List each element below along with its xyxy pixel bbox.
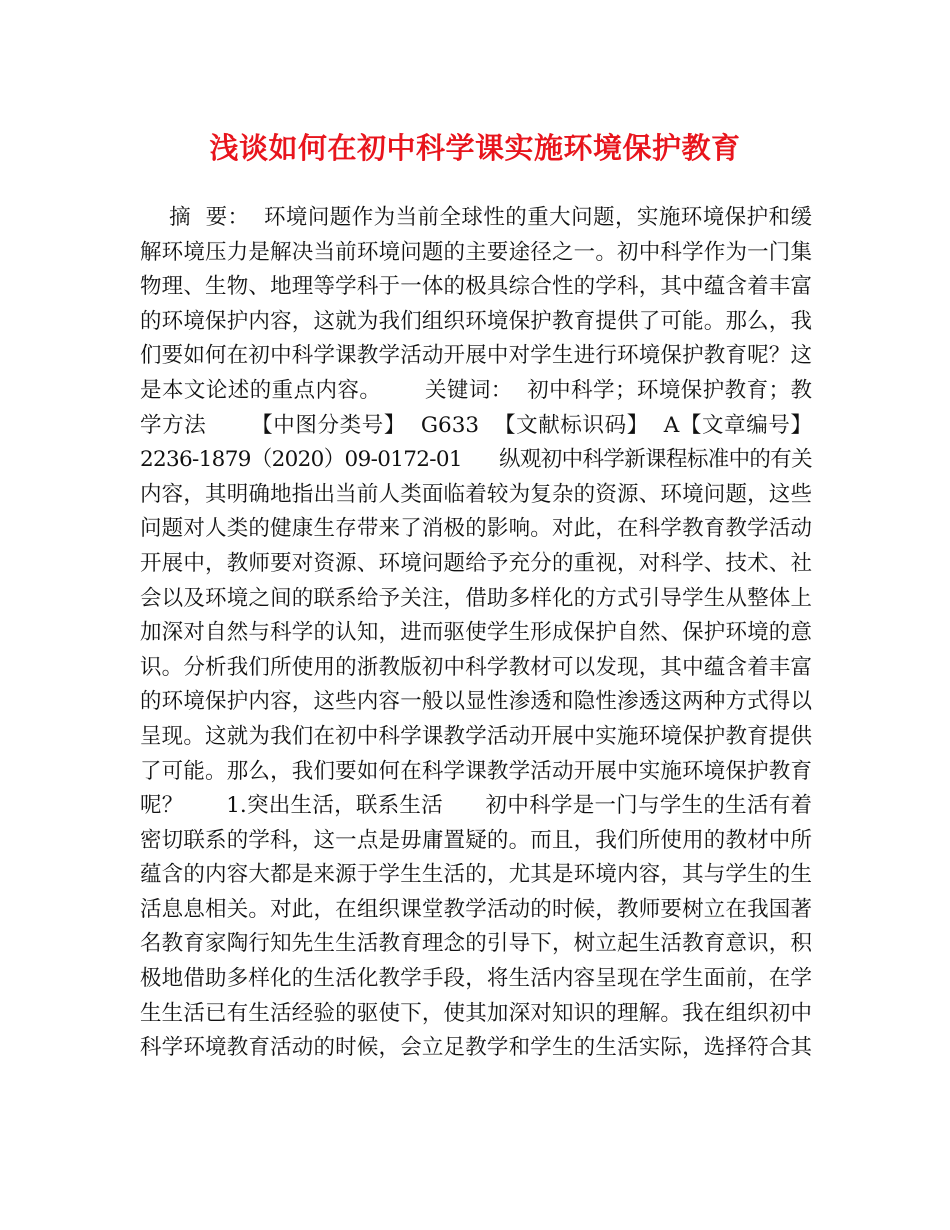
body-line: 开展中，教师要对资源、环境问题给予充分的重视，对科学、技术、社 <box>140 550 812 576</box>
body-line: 2236-1879（2020）09-0172-01 纵观初中科学新课程标准中的有关 <box>140 447 812 473</box>
body-line: 摘 要： 环境问题作为当前全球性的重大问题，实施环境保护和缓 <box>140 205 812 230</box>
body-line: 名教育家陶行知先生生活教育理念的引导下，树立起生活教育意识，积 <box>140 931 812 957</box>
body-line: 物理、生物、地理等学科于一体的极具综合性的学科，其中蕴含着丰富 <box>140 274 812 300</box>
body-line: 的环境保护内容，这些内容一般以显性渗透和隐性渗透这两种方式得以 <box>140 689 812 715</box>
body-line: 加深对自然与科学的认知，进而驱使学生形成保护自然、保护环境的意 <box>140 620 812 646</box>
body-line: 问题对人类的健康生存带来了消极的影响。对此，在科学教育教学活动 <box>140 516 812 542</box>
body-line: 会以及环境之间的联系给予关注，借助多样化的方式引导学生从整体上 <box>140 585 812 611</box>
body-line: 是本文论述的重点内容。 关键词： 初中科学；环境保护教育；教 <box>140 377 812 403</box>
document-title: 浅谈如何在初中科学课实施环境保护教育 <box>209 131 741 165</box>
body-line: 呢？ 1.突出生活，联系生活 初中科学是一门与学生的生活有着 <box>140 793 812 819</box>
body-line: 内容，其明确地指出当前人类面临着较为复杂的资源、环境问题，这些 <box>140 481 812 507</box>
body-line: 识。分析我们所使用的浙教版初中科学教材可以发现，其中蕴含着丰富 <box>140 654 812 680</box>
body-line: 活息息相关。对此，在组织课堂教学活动的时候，教师要树立在我国著 <box>140 896 812 922</box>
body-line: 蕴含的内容大都是来源于学生生活的，尤其是环境内容，其与学生的生 <box>140 862 812 888</box>
body-line: 学方法 【中图分类号】 G633 【文献标识码】 A【文章编号】 <box>140 412 812 438</box>
body-line: 科学环境教育活动的时候，会立足教学和学生的生活实际，选择符合其 <box>140 1035 812 1061</box>
body-line: 极地借助多样化的生活化教学手段，将生活内容呈现在学生面前，在学 <box>140 966 812 992</box>
document-body <box>140 201 812 1066</box>
body-line: 们要如何在初中科学课教学活动开展中对学生进行环境保护教育呢？这 <box>140 343 812 369</box>
body-line: 解环境压力是解决当前环境问题的主要途径之一。初中科学作为一门集 <box>140 239 812 265</box>
body-line: 了可能。那么，我们要如何在科学课教学活动开展中实施环境保护教育 <box>140 758 812 784</box>
body-line: 密切联系的学科，这一点是毋庸置疑的。而且，我们所使用的教材中所 <box>140 827 812 853</box>
body-line: 呈现。这就为我们在初中科学课教学活动开展中实施环境保护教育提供 <box>140 723 812 749</box>
body-line: 的环境保护内容，这就为我们组织环境保护教育提供了可能。那么，我 <box>140 308 812 334</box>
body-line: 生生活已有生活经验的驱使下，使其加深对知识的理解。我在组织初中 <box>140 1000 812 1026</box>
